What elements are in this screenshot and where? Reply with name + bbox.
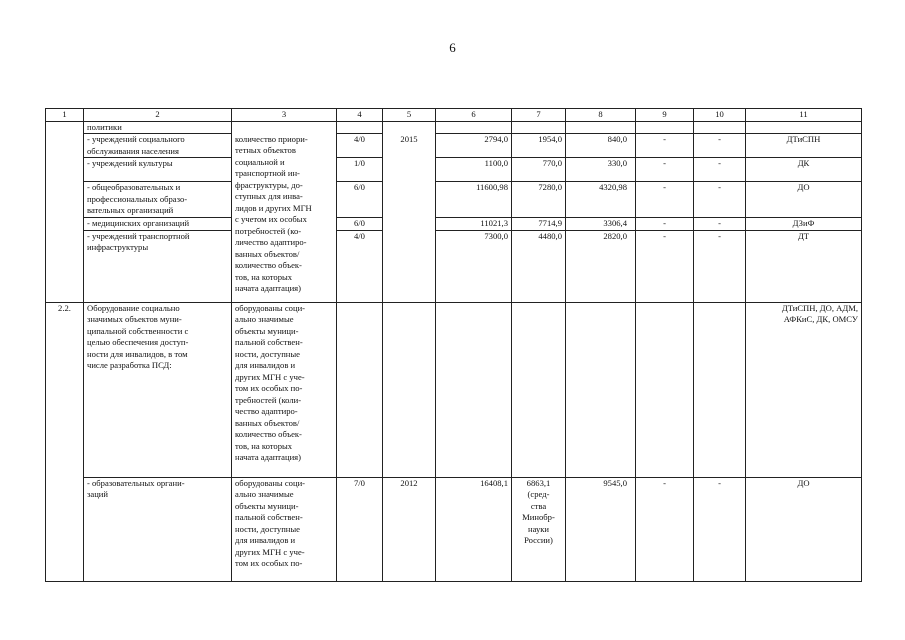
cell-c9: - xyxy=(636,182,694,218)
cell-name: - учреждений культуры xyxy=(84,158,232,182)
cell-c4: 1/0 xyxy=(337,158,383,182)
cell-c7: 4480,0 xyxy=(512,230,566,302)
cell-indicator: оборудованы соци- ально значимые объекты муници- пальной собствен- ности, доступные для инвалидов и других МГН с уче- том их особых по- xyxy=(232,477,337,581)
table-row xyxy=(46,121,862,134)
cell-c11: ДК xyxy=(746,158,862,182)
cell-c10: - xyxy=(694,182,746,218)
header-col-10: 10 xyxy=(694,109,746,122)
program-table xyxy=(45,108,862,582)
cell-c9: - xyxy=(636,218,694,231)
cell-c9: - xyxy=(636,230,694,302)
cell-c6: 11021,3 xyxy=(436,218,512,231)
cell-c6 xyxy=(436,121,512,134)
header-col-3: 3 xyxy=(232,109,337,122)
cell-c4: 7/0 xyxy=(337,477,383,581)
page-number: 6 xyxy=(449,40,456,55)
cell-c7 xyxy=(512,121,566,134)
cell-year xyxy=(383,302,436,477)
table-row xyxy=(46,477,862,581)
cell-c7 xyxy=(512,302,566,477)
cell-c11: ДТиСПН xyxy=(746,134,862,158)
cell-c9 xyxy=(636,302,694,477)
cell-indicator: оборудованы соци- ально значимые объекты муници- пальной собствен- ности, доступные для инвалидов и других МГН с уче- том их особых по- требностей (коли- чество адаптиро- ванных объектов/ количество объек- тов, на которых начата адаптация) xyxy=(232,302,337,477)
cell-c9: - xyxy=(636,477,694,581)
cell-c6: 16408,1 xyxy=(436,477,512,581)
table-row xyxy=(46,218,862,231)
cell-name: Оборудование социально значимых объектов муни- ципальной собственности с целью обеспечения доступ- ности для инвалидов, в том числе разработка ПСД: xyxy=(84,302,232,477)
header-col-6: 6 xyxy=(436,109,512,122)
cell-c4 xyxy=(337,302,383,477)
cell-c10: - xyxy=(694,477,746,581)
cell-c6: 1100,0 xyxy=(436,158,512,182)
cell-name: - учреждений транспортной инфраструктуры xyxy=(84,230,232,302)
cell-c8 xyxy=(566,302,636,477)
cell-c8: 3306,4 xyxy=(566,218,636,231)
cell-c10: - xyxy=(694,218,746,231)
cell-c4: 6/0 xyxy=(337,182,383,218)
table-row xyxy=(46,302,862,477)
cell-c6: 11600,98 xyxy=(436,182,512,218)
cell-c8: 2820,0 xyxy=(566,230,636,302)
cell-name: - медицинских организаций xyxy=(84,218,232,231)
cell-year: 2015 xyxy=(383,134,436,303)
cell-c11: ДЗиФ xyxy=(746,218,862,231)
cell-name: - образовательных органи- заций xyxy=(84,477,232,581)
cell-c10: - xyxy=(694,134,746,158)
header-col-8: 8 xyxy=(566,109,636,122)
cell-c11: ДО xyxy=(746,182,862,218)
header-col-4: 4 xyxy=(337,109,383,122)
cell-name: политики xyxy=(84,121,232,134)
table-row xyxy=(46,182,862,218)
cell-c10 xyxy=(694,121,746,134)
header-col-7: 7 xyxy=(512,109,566,122)
cell-c11: ДТиСПН, ДО, АДМ, АФКиС, ДК, ОМСУ xyxy=(746,302,862,477)
cell-c7: 7280,0 xyxy=(512,182,566,218)
cell-year xyxy=(383,121,436,134)
cell-num xyxy=(46,121,84,302)
cell-c8: 4320,98 xyxy=(566,182,636,218)
cell-c4: 4/0 xyxy=(337,134,383,158)
cell-c11: ДО xyxy=(746,477,862,581)
table-row xyxy=(46,230,862,302)
table-row xyxy=(46,158,862,182)
cell-c9: - xyxy=(636,134,694,158)
cell-name: - общеобразовательных и профессиональных образо- вательных организаций xyxy=(84,182,232,218)
cell-c8: 9545,0 xyxy=(566,477,636,581)
cell-c6: 2794,0 xyxy=(436,134,512,158)
header-col-9: 9 xyxy=(636,109,694,122)
header-col-5: 5 xyxy=(383,109,436,122)
cell-c10 xyxy=(694,302,746,477)
cell-c4: 4/0 xyxy=(337,230,383,302)
cell-c4 xyxy=(337,121,383,134)
cell-c7: 770,0 xyxy=(512,158,566,182)
cell-c7: 1954,0 xyxy=(512,134,566,158)
cell-name: - учреждений социального обслуживания населения xyxy=(84,134,232,158)
cell-c9 xyxy=(636,121,694,134)
header-col-2: 2 xyxy=(84,109,232,122)
cell-indicator xyxy=(232,121,337,134)
cell-c6: 7300,0 xyxy=(436,230,512,302)
cell-c9: - xyxy=(636,158,694,182)
cell-c8: 840,0 xyxy=(566,134,636,158)
cell-c8: 330,0 xyxy=(566,158,636,182)
header-row xyxy=(46,109,862,122)
cell-c11: ДТ xyxy=(746,230,862,302)
cell-c7: 7714,9 xyxy=(512,218,566,231)
cell-c8 xyxy=(566,121,636,134)
cell-c10: - xyxy=(694,230,746,302)
cell-c11 xyxy=(746,121,862,134)
cell-c6 xyxy=(436,302,512,477)
header-col-1: 1 xyxy=(46,109,84,122)
cell-c7: 6863,1 (сред- ства Минобр- науки России) xyxy=(512,477,566,581)
table-row xyxy=(46,134,862,158)
header-col-11: 11 xyxy=(746,109,862,122)
cell-year: 2012 xyxy=(383,477,436,581)
cell-c4: 6/0 xyxy=(337,218,383,231)
cell-indicator: количество приори- тетных объектов социальной и транспортной ин- фраструктуры, до- ступных для инва- лидов и других МГН с учетом их особых потребностей (ко- личество адаптиро- ванных объектов/ количество объек- тов, на которых начата адаптация) xyxy=(232,134,337,303)
cell-num: 2.2. xyxy=(46,302,84,581)
cell-c10: - xyxy=(694,158,746,182)
